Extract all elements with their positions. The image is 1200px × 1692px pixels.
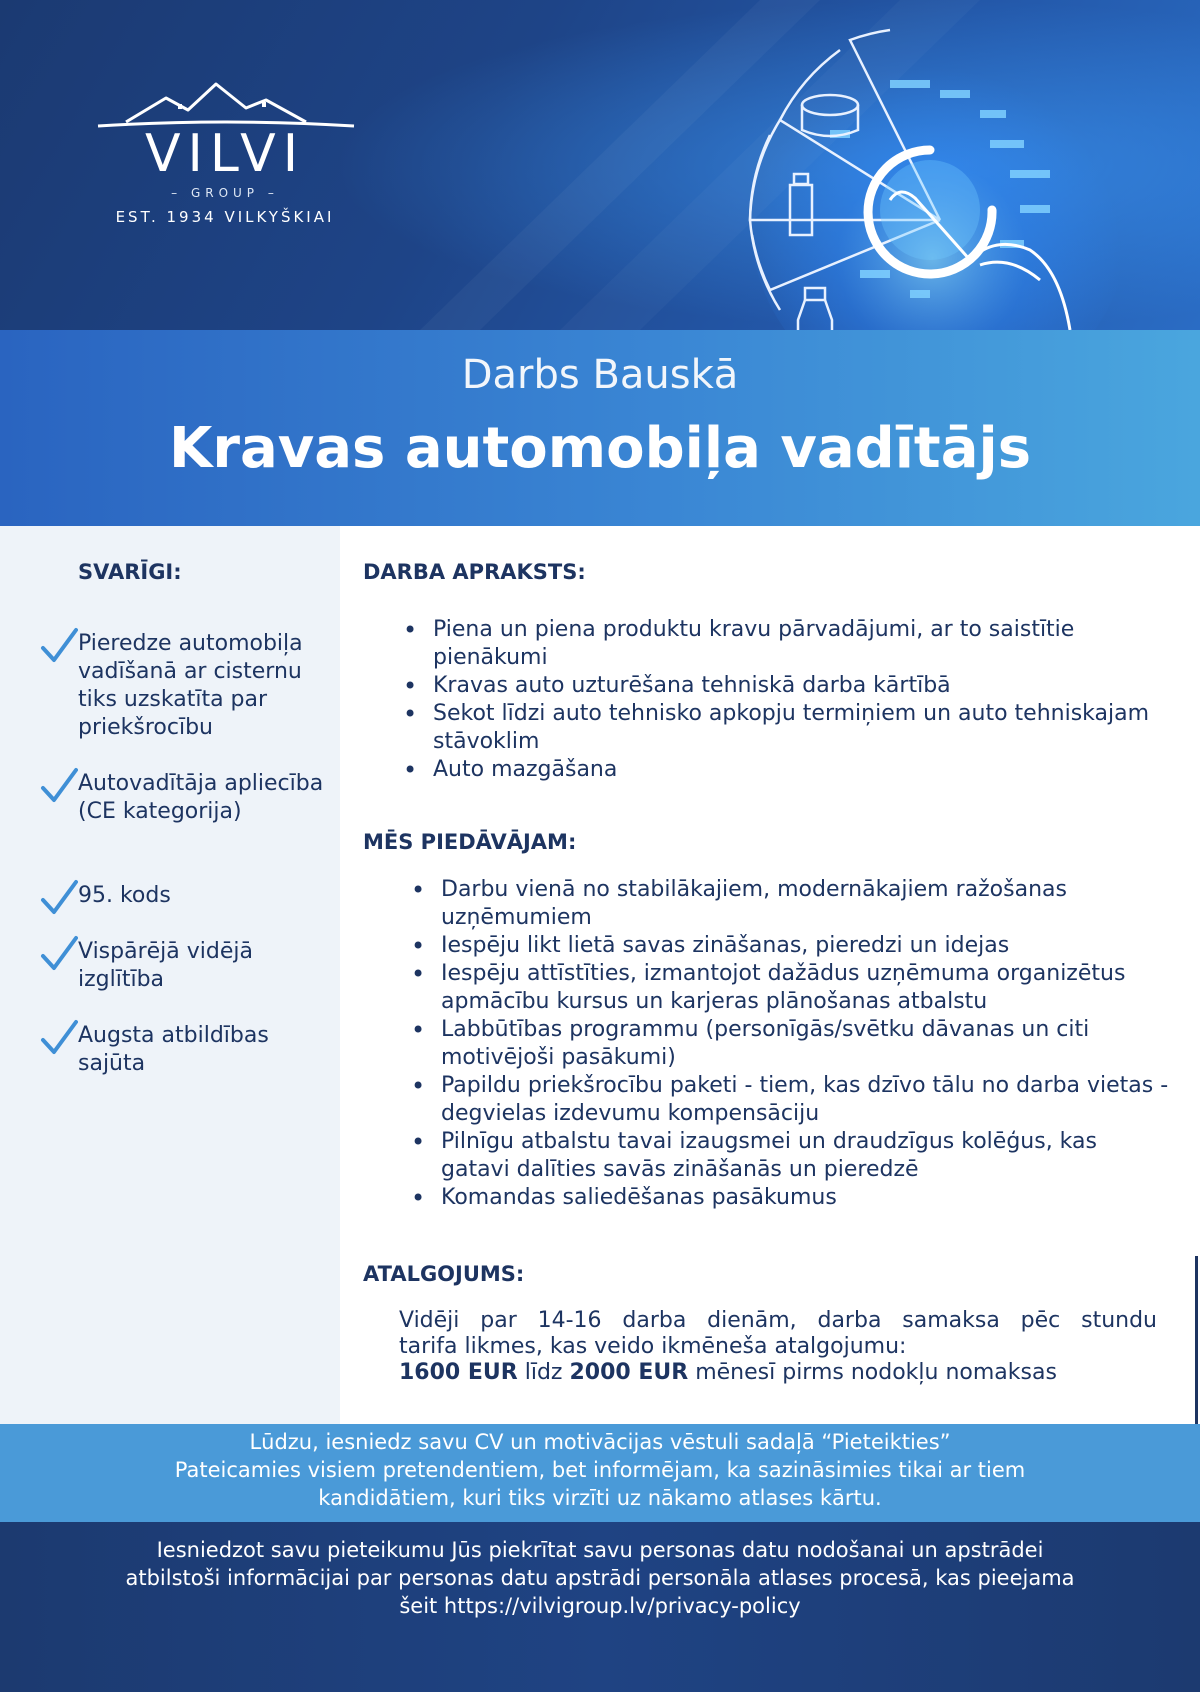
privacy-link[interactable]: šeit https://vilvigroup.lv/privacy-policy bbox=[399, 1594, 801, 1618]
logo-group-text: GROUP bbox=[190, 186, 260, 200]
salary-suffix: mēnesī pirms nodokļu nomaksas bbox=[695, 1360, 1057, 1385]
offer-heading: MĒS PIEDĀVĀJAM: bbox=[363, 830, 577, 854]
list-item: • Papildu priekšrocību paketi - tiem, kas dzīvo tālu no darba vietas - degvielas izdevumu kompensāciju bbox=[441, 1072, 1171, 1128]
salary-line: Vidēji par 14-16 darba dienām, darba samaksa pēc stundu bbox=[399, 1308, 1157, 1333]
privacy-footer bbox=[0, 1522, 1200, 1692]
list-item: • Komandas saliedēšanas pasākumus bbox=[441, 1184, 1171, 1212]
privacy-text: atbilstoši informācijai par personas datu apstrādi personāla atlases procesā, kas pieejama bbox=[125, 1566, 1075, 1590]
checkmark-icon bbox=[40, 766, 78, 806]
list-item: • Auto mazgāšana bbox=[433, 756, 1163, 784]
requirements-heading: SVARĪGI: bbox=[78, 560, 182, 584]
digital-dial-illustration bbox=[740, 20, 1170, 330]
list-item: • Iespēju attīstīties, izmantojot dažādus uzņēmuma organizētus apmācību kursus un karjeras plānošanas atbalstu bbox=[441, 960, 1171, 1016]
requirements-panel bbox=[0, 526, 340, 1424]
title-band bbox=[0, 330, 1200, 526]
requirement-text: Augsta atbildības sajūta bbox=[78, 1023, 269, 1076]
checkmark-icon bbox=[40, 626, 78, 666]
requirement-text: Pieredze automobiļa vadīšanā ar cisternu tiks uzskatīta par priekšrocību bbox=[78, 631, 303, 740]
job-title: Kravas automobiļa vadītājs bbox=[168, 416, 1032, 481]
checkmark-icon bbox=[40, 878, 78, 918]
list-item: • Piena un piena produktu kravu pārvadājumi, ar to saistītie pienākumi bbox=[433, 616, 1163, 672]
logo-name: VILVI bbox=[144, 124, 306, 184]
job-details-panel bbox=[340, 526, 1200, 1424]
salary-description bbox=[399, 1308, 1157, 1386]
list-item: • Pilnīgu atbalstu tavai izaugsmei un draudzīgus kolēģus, kas gatavi dalīties savās zināšanās un pieredzē bbox=[441, 1128, 1171, 1184]
checkmark-icon bbox=[40, 1018, 78, 1058]
salary-line: tarifa likmes, kas veido ikmēneša atalgojumu: bbox=[399, 1334, 907, 1359]
apply-instruction: Lūdzu, iesniedz savu CV un motivācijas vēstuli sadaļā “Pieteikties” bbox=[249, 1430, 951, 1454]
salary-min: 1600 EUR bbox=[399, 1360, 518, 1385]
salary-max: 2000 EUR bbox=[569, 1360, 689, 1385]
list-item: • Sekot līdzi auto tehnisko apkopju termiņiem un auto tehniskajam stāvoklim bbox=[433, 700, 1163, 756]
divider-line bbox=[1195, 1256, 1198, 1424]
requirement-text: Vispārējā vidējā izglītība bbox=[78, 939, 253, 992]
list-item: • Kravas auto uzturēšana tehniskā darba kārtībā bbox=[433, 672, 1163, 700]
apply-info-band bbox=[0, 1424, 1200, 1522]
duties-list bbox=[433, 616, 1163, 784]
vilvi-logo bbox=[90, 78, 360, 238]
duties-heading: DARBA APRAKSTS: bbox=[363, 560, 586, 584]
apply-note: Pateicamies visiem pretendentiem, bet informējam, ka sazināsimies tikai ar tiem bbox=[174, 1458, 1026, 1482]
salary-range bbox=[399, 1360, 1157, 1386]
logo-established: EST. 1934 VILKYŠKIAI bbox=[115, 208, 335, 226]
list-item: • Labbūtības programmu (personīgās/svētku dāvanas un citi motivējoši pasākumi) bbox=[441, 1016, 1171, 1072]
list-item: • Darbu vienā no stabilākajiem, modernākajiem ražošanas uzņēmumiem bbox=[441, 876, 1171, 932]
requirement-text: 95. kods bbox=[78, 883, 171, 908]
salary-between: līdz bbox=[524, 1360, 563, 1385]
list-item: • Iespēju likt lietā savas zināšanas, pieredzi un idejas bbox=[441, 932, 1171, 960]
checkmark-icon bbox=[40, 934, 78, 974]
requirement-text: Autovadītāja apliecība (CE kategorija) bbox=[78, 771, 324, 824]
privacy-text: Iesniedzot savu pieteikumu Jūs piekrītat savu personas datu nodošanai un apstrādei bbox=[156, 1538, 1044, 1562]
logo-group-label: – GROUP – bbox=[171, 186, 279, 200]
job-location: Darbs Bauskā bbox=[461, 352, 739, 398]
offer-list bbox=[441, 876, 1171, 1212]
salary-heading: ATALGOJUMS: bbox=[363, 1262, 525, 1286]
apply-note: kandidātiem, kuri tiks virzīti uz nākamo atlases kārtu. bbox=[318, 1486, 882, 1510]
header-banner bbox=[0, 0, 1200, 330]
